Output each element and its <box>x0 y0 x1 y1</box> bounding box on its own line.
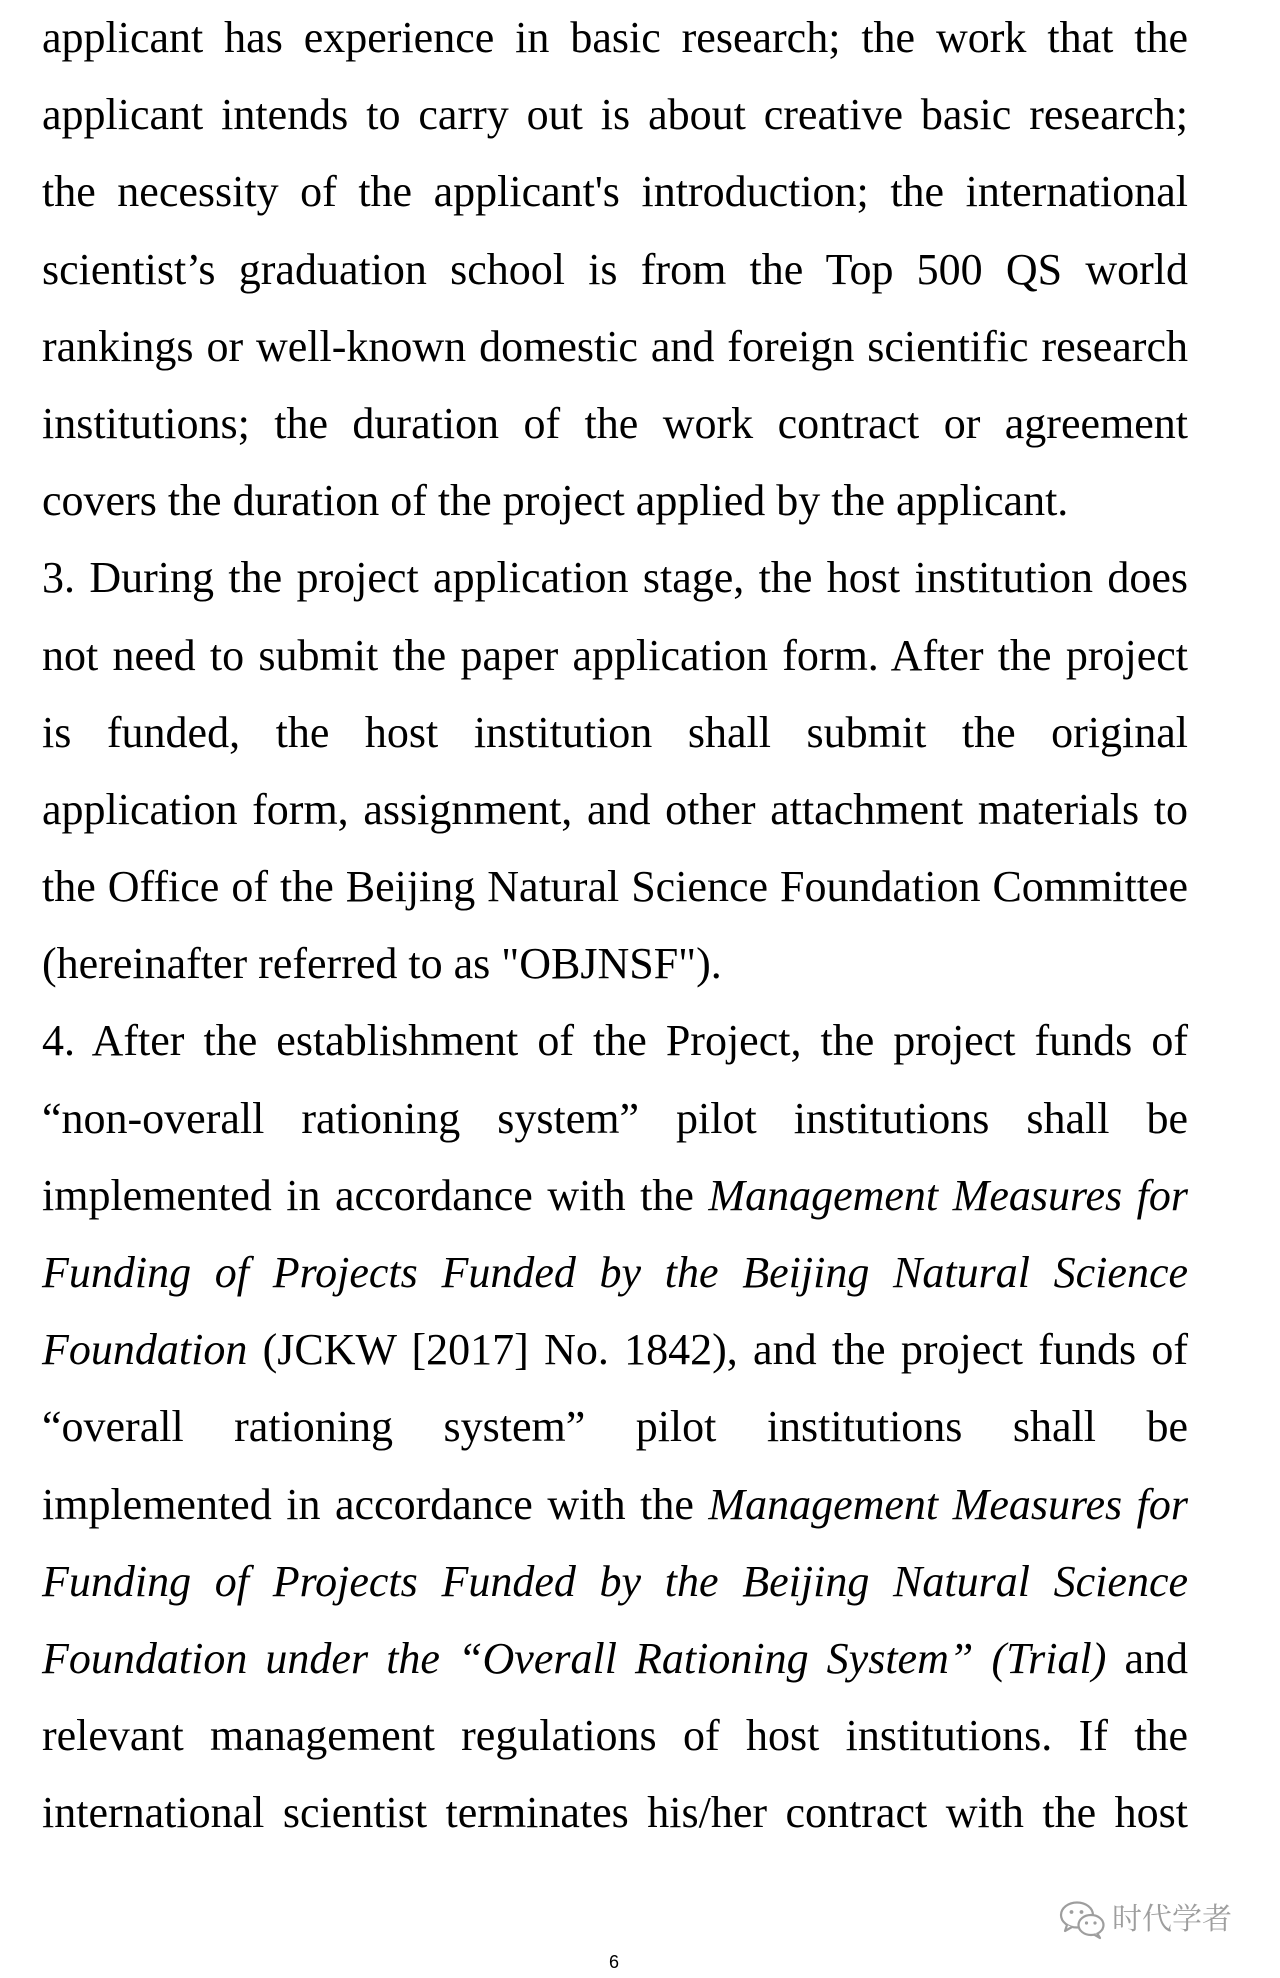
text-line <box>42 385 1188 462</box>
text-run: international scientist terminates his/her contract with the host <box>42 1788 1188 1838</box>
wechat-bubble-small <box>1079 1915 1104 1935</box>
text-run: implemented in accordance with the <box>42 1479 709 1529</box>
text-line <box>42 1157 1188 1234</box>
text-line <box>42 462 1188 539</box>
watermark <box>1058 1900 1232 1940</box>
text-line <box>42 1080 1188 1157</box>
page-number: 6 <box>608 1952 619 1972</box>
text-line <box>42 1234 1188 1311</box>
text-run: not need to submit the paper application form. After the project <box>42 630 1188 680</box>
text-line <box>42 539 1188 616</box>
text-run: 4. After the establishment of the Project, the project funds of <box>42 1016 1188 1066</box>
text-run: scientist’s graduation school is from the Top 500 QS world <box>42 244 1188 294</box>
text-run: “non-overall rationing system” pilot institutions shall be <box>42 1093 1188 1143</box>
text-line <box>42 1466 1188 1543</box>
text-line <box>42 848 1188 925</box>
text-run: institutions; the duration of the work contract or agreement <box>42 398 1188 448</box>
wechat-eye-left <box>1070 1910 1074 1914</box>
text-line <box>42 1697 1188 1774</box>
text-line <box>42 231 1188 308</box>
text-run: is funded, the host institution shall submit the original <box>42 707 1188 757</box>
text-line <box>42 1774 1188 1851</box>
text-run: covers the duration of the project applied by the applicant. <box>42 476 1069 526</box>
text-line <box>42 694 1188 771</box>
paragraph <box>42 539 1188 1002</box>
italic-title-run: Foundation under the “Overall Rationing System” (Trial) <box>42 1633 1107 1683</box>
text-run: (hereinafter referred to as "OBJNSF"). <box>42 939 722 989</box>
text-line <box>42 0 1188 76</box>
text-run: “overall rationing system” pilot institutions shall be <box>42 1402 1188 1452</box>
text-run: implemented in accordance with the <box>42 1170 709 1220</box>
text-run: the Office of the Beijing Natural Science Foundation Committee <box>42 862 1188 912</box>
text-line <box>42 153 1188 230</box>
wechat-eye-right <box>1080 1910 1084 1914</box>
italic-title-run: Foundation <box>42 1325 248 1375</box>
text-line <box>42 308 1188 385</box>
text-line <box>42 76 1188 153</box>
paragraph <box>42 0 1188 539</box>
text-line <box>42 1620 1188 1697</box>
wechat-eye-left-small <box>1085 1921 1088 1924</box>
body-text <box>42 0 1188 1852</box>
text-run: applicant has experience in basic research; the work that the <box>42 13 1188 62</box>
text-run: relevant management regulations of host institutions. If the <box>42 1711 1188 1761</box>
text-line <box>42 771 1188 848</box>
text-line <box>42 925 1188 1002</box>
italic-title-run: Management Measures for <box>708 1479 1188 1529</box>
paragraph <box>42 1002 1188 1851</box>
italic-title-run: Funding of Projects Funded by the Beijing Natural Science <box>42 1556 1188 1606</box>
wechat-eye-right-small <box>1093 1921 1096 1924</box>
text-line <box>42 1543 1188 1620</box>
italic-title-run: Funding of Projects Funded by the Beijing Natural Science <box>42 1248 1188 1297</box>
text-run: application form, assignment, and other attachment materials to <box>42 784 1188 834</box>
wechat-icon <box>1058 1900 1106 1940</box>
text-line <box>42 1002 1188 1079</box>
watermark-text: 时代学者 <box>1112 1902 1232 1937</box>
italic-title-run: Management Measures for <box>708 1170 1188 1220</box>
text-line <box>42 1311 1188 1388</box>
text-line <box>42 617 1188 694</box>
text-run: applicant intends to carry out is about creative basic research; <box>42 90 1188 140</box>
text-line <box>42 1388 1188 1465</box>
text-run: and <box>1106 1633 1189 1683</box>
text-run: the necessity of the applicant's introduction; the international <box>42 167 1188 217</box>
text-run: (JCKW [2017] No. 1842), and the project funds of <box>247 1325 1188 1375</box>
text-run: 3. During the project application stage, the host institution does <box>42 553 1188 603</box>
text-run: rankings or well-known domestic and foreign scientific research <box>42 321 1188 371</box>
